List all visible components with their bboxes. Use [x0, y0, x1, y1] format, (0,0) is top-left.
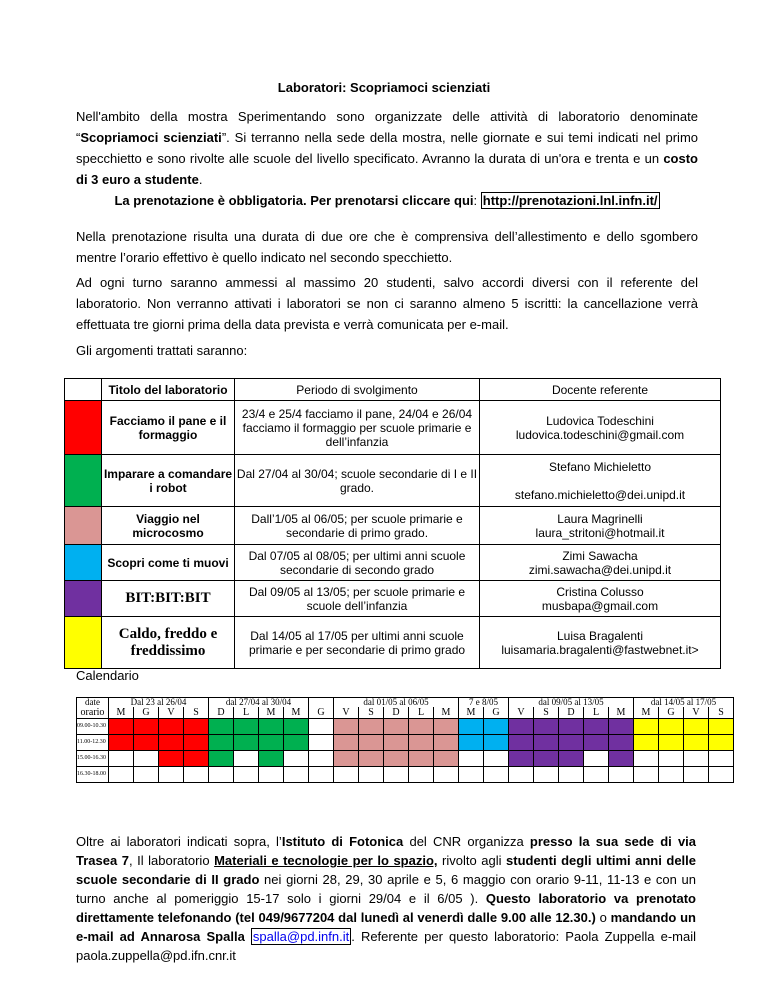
calendar-cell — [709, 735, 734, 751]
calendar-cell — [234, 767, 259, 783]
calendar-day: V — [159, 707, 184, 719]
calendar-day: D — [559, 707, 584, 719]
calendar-cell — [284, 751, 309, 767]
lab-period: Dal 07/05 al 08/05; per ultimi anni scuole secondarie di secondo grado — [235, 545, 480, 581]
calendar-cell — [484, 735, 509, 751]
calendar-day: M — [634, 707, 659, 719]
calendar-cell — [234, 735, 259, 751]
calendar-cell — [509, 767, 534, 783]
lab-teacher: Luisa Bragalenti luisamaria.bragalenti@fastwebnet.it> — [480, 617, 721, 669]
calendar-day: L — [584, 707, 609, 719]
header-title: Titolo del laboratorio — [102, 379, 235, 401]
calendar-cell — [209, 767, 234, 783]
calendar-cell — [134, 719, 159, 735]
calendar-cell — [334, 751, 359, 767]
calendar-cell — [209, 719, 234, 735]
calendar-day: G — [309, 707, 334, 719]
calendar-cell — [334, 767, 359, 783]
booking-paragraph: La prenotazione è obbligatoria. Per prenotarsi cliccare qui: http://prenotazioni.lnl.infn.it/ — [114, 193, 658, 208]
calendar-day: S — [184, 707, 209, 719]
calendar-cell — [184, 751, 209, 767]
lab-color-swatch — [65, 507, 102, 545]
lab-title: Imparare a comandare i robot — [102, 455, 235, 507]
calendar-cell — [259, 719, 284, 735]
calendar-cell — [534, 767, 559, 783]
calendar-cell — [559, 751, 584, 767]
calendar-cell — [684, 767, 709, 783]
calendar-day: M — [434, 707, 459, 719]
lab-title: Facciamo il pane e il formaggio — [102, 401, 235, 455]
calendar-day: V — [334, 707, 359, 719]
calendar-cell — [459, 719, 484, 735]
lab-teacher: Zimi Sawacha zimi.sawacha@dei.unipd.it — [480, 545, 721, 581]
lab-period: 23/4 e 25/4 facciamo il pane, 24/04 e 26/04 facciamo il formaggio per scuole primarie e dell’infanzia — [235, 401, 480, 455]
calendar-day: V — [509, 707, 534, 719]
calendar-cell — [509, 719, 534, 735]
calendar-cell — [384, 767, 409, 783]
calendar-period-header: dal 27/04 al 30/04 — [209, 698, 309, 708]
calendar-cell — [659, 719, 684, 735]
calendar-day: M — [284, 707, 309, 719]
calendar-cell — [559, 719, 584, 735]
calendar-cell — [709, 751, 734, 767]
calendar-cell — [209, 751, 234, 767]
calendar-day: G — [134, 707, 159, 719]
topics-intro: Gli argomenti trattati saranno: — [76, 343, 248, 358]
calendar-day: G — [484, 707, 509, 719]
calendar-cell — [709, 767, 734, 783]
calendar-cell — [684, 751, 709, 767]
calendar-cell — [534, 719, 559, 735]
calendar-cell — [709, 719, 734, 735]
lab-row — [65, 455, 721, 507]
email-link[interactable]: spalla@pd.infn.it — [252, 929, 350, 944]
lab-row — [65, 401, 721, 455]
calendar-day: S — [359, 707, 384, 719]
calendar-day: V — [684, 707, 709, 719]
calendar-cell — [534, 735, 559, 751]
calendar-cell — [609, 735, 634, 751]
lab-color-swatch — [65, 455, 102, 507]
calendar-cell — [634, 751, 659, 767]
calendar-cell — [259, 767, 284, 783]
calendar-day: M — [609, 707, 634, 719]
calendar-cell — [559, 735, 584, 751]
calendar-cell — [634, 735, 659, 751]
lab-teacher: Ludovica Todeschini ludovica.todeschini@gmail.com — [480, 401, 721, 455]
calendar-day: S — [709, 707, 734, 719]
lab-row — [65, 545, 721, 581]
lab-color-swatch — [65, 581, 102, 617]
calendar-cell — [509, 735, 534, 751]
calendar-period-header — [309, 698, 334, 708]
calendar-cell — [584, 767, 609, 783]
calendar-cell — [109, 735, 134, 751]
calendar-cell — [509, 751, 534, 767]
calendar-period-header: dal 01/05 al 06/05 — [334, 698, 459, 708]
calendar-cell — [309, 719, 334, 735]
calendar-cell — [459, 767, 484, 783]
calendar-period-header: Dal 23 al 26/04 — [109, 698, 209, 708]
labs-table — [64, 378, 721, 669]
page-title: Laboratori: Scopriamoci scienziati — [277, 80, 491, 95]
calendar-cell — [134, 767, 159, 783]
calendar-cell — [109, 751, 134, 767]
calendar-cell — [384, 751, 409, 767]
calendar-cell — [259, 751, 284, 767]
calendar-cell — [434, 719, 459, 735]
calendar-cell — [334, 735, 359, 751]
duration-paragraph: Nella prenotazione risulta una durata di due ore che è comprensiva dell’allestimento e dello sgombero mentre l’orario effettivo è quello indicato nel secondo specchietto. — [76, 229, 698, 265]
swatch-header — [65, 379, 102, 401]
lab-period: Dal 14/05 al 17/05 per ultimi anni scuole primarie e per secondarie di primo grado — [235, 617, 480, 669]
calendar-cell — [209, 735, 234, 751]
calendar-time-slot: 16.30-18.00 — [77, 767, 109, 783]
calendar-cell — [234, 719, 259, 735]
calendar-cell — [434, 735, 459, 751]
calendar-day: G — [659, 707, 684, 719]
lab-teacher: Stefano Michieletto stefano.michieletto@dei.unipd.it — [480, 455, 721, 507]
calendar-cell — [484, 751, 509, 767]
calendar-corner-date: date — [77, 698, 109, 708]
header-teacher: Docente referente — [480, 379, 721, 401]
calendar-cell — [409, 751, 434, 767]
calendar-cell — [534, 751, 559, 767]
calendar-period-header: dal 09/05 al 13/05 — [509, 698, 634, 708]
calendar-day: L — [409, 707, 434, 719]
lab-color-swatch — [65, 545, 102, 581]
calendar-cell — [184, 719, 209, 735]
calendar-cell — [434, 751, 459, 767]
calendar-table — [76, 697, 734, 783]
calendar-cell — [584, 751, 609, 767]
calendar-time-slot: 15.00-16.30 — [77, 751, 109, 767]
participants-paragraph: Ad ogni turno saranno ammessi al massimo 20 studenti, salvo accordi diversi con il referente del laboratorio. Non verranno attivati i laboratori se non ci saranno almeno 5 iscritti: la cancellazione verrà effettuata tre giorni prima della data prevista e verrà comunicata per e-mail. — [76, 275, 698, 332]
lab-period: Dal 09/05 al 13/05; per scuole primarie e scuole dell’infanzia — [235, 581, 480, 617]
calendar-cell — [659, 735, 684, 751]
calendar-day: D — [384, 707, 409, 719]
calendar-day: D — [209, 707, 234, 719]
booking-link[interactable]: http://prenotazioni.lnl.infn.it/ — [482, 193, 658, 208]
calendar-cell — [284, 767, 309, 783]
calendar-cell — [159, 719, 184, 735]
calendar-cell — [584, 719, 609, 735]
calendar-cell — [634, 719, 659, 735]
calendar-cell — [559, 767, 584, 783]
lab-title: Caldo, freddo e freddissimo — [102, 617, 235, 669]
header-period: Periodo di svolgimento — [235, 379, 480, 401]
lab-title: BIT:BIT:BIT — [102, 581, 235, 617]
lab-period: Dall’1/05 al 06/05; per scuole primarie e secondarie di primo grado. — [235, 507, 480, 545]
calendar-day: L — [234, 707, 259, 719]
calendar-period-header: dal 14/05 al 17/05 — [634, 698, 734, 708]
calendar-label: Calendario — [76, 668, 139, 683]
calendar-day: M — [109, 707, 134, 719]
calendar-day: S — [534, 707, 559, 719]
calendar-time-slot: 11.00-12.30 — [77, 735, 109, 751]
calendar-cell — [484, 767, 509, 783]
calendar-cell — [109, 767, 134, 783]
calendar-corner-time: orario — [77, 707, 109, 719]
calendar-cell — [309, 767, 334, 783]
calendar-cell — [359, 735, 384, 751]
intro-paragraph: Nell'ambito della mostra Sperimentando sono organizzate delle attività di laboratorio denominate “Scopriamoci scienziati”. Si terranno nella sede della mostra, nelle giornate e sui temi indicati nel primo specchietto e sono rivolte alle scuole del livello specificato. Avranno la durata di un'ora e trenta e un costo di 3 euro a studente. — [76, 109, 699, 187]
calendar-cell — [609, 751, 634, 767]
calendar-cell — [384, 735, 409, 751]
calendar-cell — [309, 751, 334, 767]
calendar-cell — [434, 767, 459, 783]
calendar-cell — [634, 767, 659, 783]
lab-row — [65, 617, 721, 669]
calendar-cell — [359, 719, 384, 735]
calendar-cell — [134, 751, 159, 767]
calendar-cell — [609, 767, 634, 783]
calendar-cell — [159, 735, 184, 751]
calendar-cell — [284, 735, 309, 751]
calendar-cell — [684, 735, 709, 751]
calendar-cell — [184, 767, 209, 783]
calendar-day: M — [259, 707, 284, 719]
calendar-cell — [484, 719, 509, 735]
calendar-cell — [659, 767, 684, 783]
calendar-cell — [184, 735, 209, 751]
calendar-cell — [584, 735, 609, 751]
calendar-cell — [459, 751, 484, 767]
calendar-cell — [334, 719, 359, 735]
calendar-cell — [134, 735, 159, 751]
calendar-cell — [384, 719, 409, 735]
calendar-cell — [409, 767, 434, 783]
calendar-cell — [109, 719, 134, 735]
calendar-cell — [259, 735, 284, 751]
calendar-cell — [609, 719, 634, 735]
calendar-cell — [234, 751, 259, 767]
lab-period: Dal 27/04 al 30/04; scuole secondarie di I e II grado. — [235, 455, 480, 507]
calendar-cell — [459, 735, 484, 751]
calendar-cell — [309, 735, 334, 751]
lab-title: Scopri come ti muovi — [102, 545, 235, 581]
lab-teacher: Cristina Colusso musbapa@gmail.com — [480, 581, 721, 617]
calendar-day: M — [459, 707, 484, 719]
calendar-cell — [409, 719, 434, 735]
calendar-time-slot: 09.00-10.30 — [77, 719, 109, 735]
lab-color-swatch — [65, 617, 102, 669]
calendar-cell — [684, 719, 709, 735]
calendar-cell — [359, 751, 384, 767]
calendar-cell — [159, 767, 184, 783]
lab-row — [65, 581, 721, 617]
lab-color-swatch — [65, 401, 102, 455]
lab-row — [65, 507, 721, 545]
lab-teacher: Laura Magrinelli laura_stritoni@hotmail.it — [480, 507, 721, 545]
calendar-cell — [409, 735, 434, 751]
lab-title: Viaggio nel microcosmo — [102, 507, 235, 545]
calendar-cell — [284, 719, 309, 735]
photonics-paragraph: Oltre ai laboratori indicati sopra, l’Istituto di Fotonica del CNR organizza presso la sua sede di via Trasea 7, Il laboratorio Materiali e tecnologie per lo spazio, rivolto agli studenti degli ultimi anni delle scuole secondarie di II grado nei giorni 28, 29, 30 aprile e 5, 6 maggio con orario 9-11, 11-13 e con un turno anche al pomeriggio 15-17 solo i giorni 29/04 e il 6/05 ). Questo laboratorio va prenotato direttamente telefonando (tel 049/9677204 dal lunedì al venerdì dalle 9.00 alle 12.30.) o mandando un e-mail ad Annarosa Spalla spalla@pd.infn.it . Referente per questo laboratorio: Paola Zuppella e-mail paola.zuppella@pd.ifn.cnr.it — [76, 834, 697, 963]
calendar-cell — [659, 751, 684, 767]
calendar-cell — [159, 751, 184, 767]
calendar-period-header: 7 e 8/05 — [459, 698, 509, 708]
calendar-cell — [359, 767, 384, 783]
